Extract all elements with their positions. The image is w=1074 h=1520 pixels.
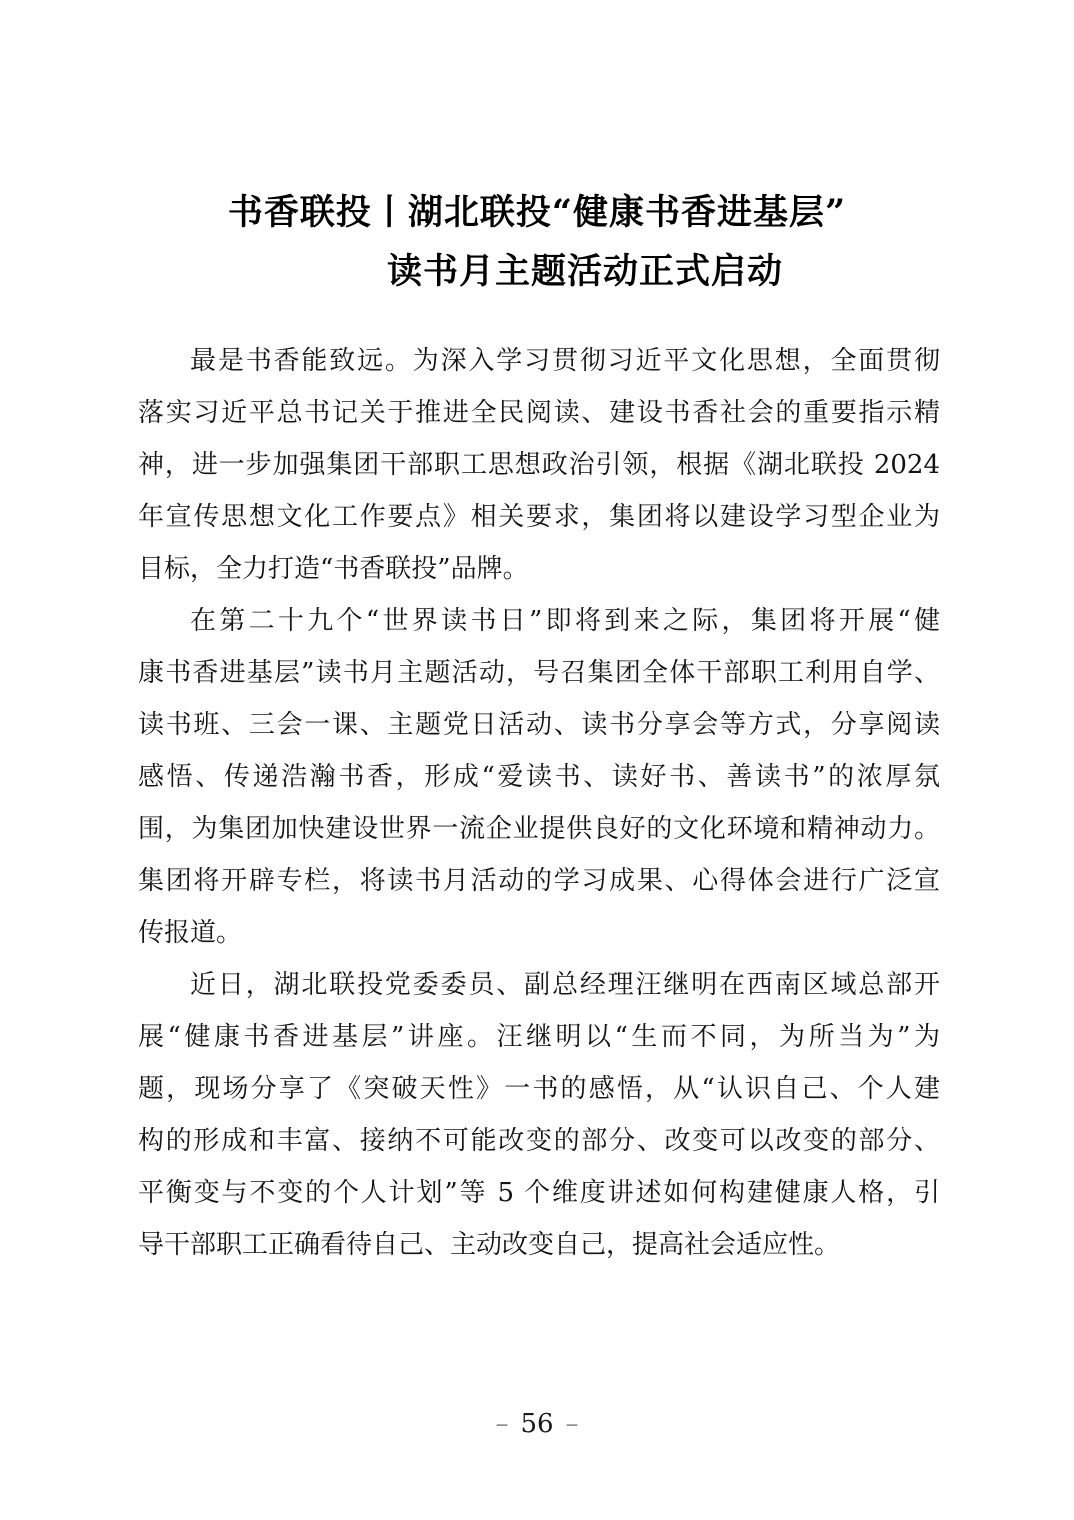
paragraph-1 <box>138 335 940 595</box>
text-line: 最是书香能致远。为深入学习贯彻习近平文化思想，全面贯彻 <box>190 346 940 376</box>
page-number <box>0 1406 1074 1442</box>
text-line: 目标，全力打造“书香联投”品牌。 <box>138 554 529 584</box>
text-line: 集团将开辟专栏，将读书月活动的学习成果、心得体会进行广泛宣 <box>138 866 940 896</box>
text-line: 感悟、传递浩瀚书香，形成“爱读书、读好书、善读书”的浓厚氛 <box>138 762 940 792</box>
paragraph-2 <box>138 595 940 959</box>
text-line: 平衡变与不变的个人计划”等 5 个维度讲述如何构建健康人格，引 <box>138 1178 940 1208</box>
title-line-1: 书香联投丨湖北联投“健康书香进基层” <box>227 192 847 233</box>
text-line: 年宣传思想文化工作要点》相关要求，集团将以建设学习型企业为 <box>138 502 940 532</box>
text-line: 传报道。 <box>138 918 243 948</box>
text-line: 围，为集团加快建设世界一流企业提供良好的文化环境和精神动力。 <box>138 814 940 844</box>
title-line-2: 读书月主题活动正式启动 <box>386 251 783 292</box>
text-line: 落实习近平总书记关于推进全民阅读、建设书香社会的重要指示精 <box>138 398 940 428</box>
text-line: 展“健康书香进基层”讲座。汪继明以“生而不同，为所当为”为 <box>138 1022 940 1052</box>
text-line: 神，进一步加强集团干部职工思想政治引领，根据《湖北联投 2024 <box>138 450 940 480</box>
page-number-dash-right: – <box>565 1409 579 1439</box>
page-number-dash-left: – <box>495 1409 509 1439</box>
document-title <box>0 183 1074 301</box>
page-number-value: 56 <box>520 1409 554 1439</box>
document-body <box>138 335 940 1271</box>
text-line: 读书班、三会一课、主题党日活动、读书分享会等方式，分享阅读 <box>138 710 940 740</box>
text-line: 在第二十九个“世界读书日”即将到来之际，集团将开展“健 <box>190 606 940 636</box>
text-line: 构的形成和丰富、接纳不可能改变的部分、改变可以改变的部分、 <box>138 1126 940 1156</box>
text-line: 导干部职工正确看待自己、主动改变自己，提高社会适应性。 <box>138 1230 841 1260</box>
text-line: 题，现场分享了《突破天性》一书的感悟，从“认识自己、个人建 <box>138 1074 940 1104</box>
text-line: 康书香进基层”读书月主题活动，号召集团全体干部职工利用自学、 <box>138 658 940 688</box>
paragraph-3 <box>138 959 940 1271</box>
text-line: 近日，湖北联投党委委员、副总经理汪继明在西南区域总部开 <box>190 970 940 1000</box>
